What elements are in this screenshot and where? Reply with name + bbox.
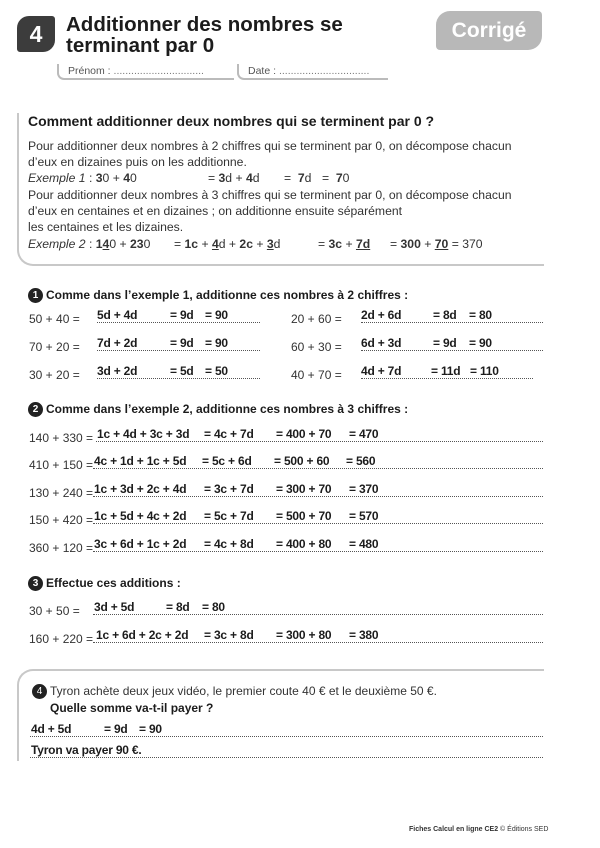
ex2-answer-4-b: = 4c + 8d — [204, 537, 254, 551]
ex2-m2: 4 — [211, 237, 219, 251]
ex3-answer-1-d: = 380 — [349, 628, 379, 642]
ex2-a2: 4 — [102, 237, 110, 251]
ex2-answer-1-a: 4c + 1d + 1c + 5d — [94, 454, 187, 468]
ex2-answer-line-2[interactable] — [93, 496, 543, 497]
ex3-answer-1-c: = 300 + 80 — [276, 628, 332, 642]
ex2-answer-1-c: = 500 + 60 — [274, 454, 330, 468]
ex2-m5: 3 — [266, 237, 274, 251]
ex1-answer-3-b: = 8d — [433, 308, 457, 322]
ex3-answer-1-b: = 3c + 8d — [204, 628, 254, 642]
ex3-answer-0-a: 3d + 5d — [94, 600, 135, 614]
ex2-answer-0-b: = 4c + 7d — [204, 427, 254, 441]
ex2-q4: 360 + 120 = — [29, 541, 94, 555]
ex1-q3: 20 + 60 = — [291, 312, 342, 326]
ex2-n1: 3c — [328, 237, 343, 251]
ex1-answer-5-b: = 11d — [431, 364, 461, 378]
exercise-3-number: 3 — [28, 576, 43, 591]
ex2-q2: 130 + 240 = — [29, 486, 94, 500]
name-dots: ............................... — [113, 65, 204, 77]
ex2-m4: 2c — [239, 237, 253, 251]
ex2-answer-line-0[interactable] — [96, 441, 543, 442]
ex1-b-bold: 4 — [123, 171, 130, 185]
lesson-paragraph-2 — [28, 187, 512, 235]
ex2-answer-2-d: = 370 — [349, 482, 379, 496]
ex2-answer-2-a: 1c + 3d + 2c + 4d — [94, 482, 187, 496]
ex2-q1: 410 + 150 = — [29, 458, 94, 472]
ex2-answer-3-a: 1c + 5d + 4c + 2d — [94, 509, 187, 523]
ex3-q0: 30 + 50 = — [29, 604, 80, 618]
ex2-a3: 0 — [109, 237, 117, 251]
exercise-1-title — [28, 288, 408, 303]
exercise-1-number: 1 — [28, 288, 43, 303]
exercise-2-title — [28, 402, 408, 417]
exercise-3-text: Effectue ces additions : — [46, 576, 181, 590]
footer — [409, 826, 548, 833]
ex2-a1: 1 — [95, 237, 103, 251]
ex2-answer-1-b: = 5c + 6d — [202, 454, 252, 468]
ex3-answer-1-a: 1c + 6d + 2c + 2d — [96, 628, 189, 642]
lesson-paragraph-1 — [28, 138, 512, 170]
ex2-answer-2-c: = 300 + 70 — [276, 482, 332, 496]
ex1-a-rest: 0 — [102, 171, 110, 185]
ex1-answer-1-b: = 9d — [170, 336, 194, 350]
ex1-answer-line-5[interactable] — [361, 378, 533, 379]
lesson-title: Comment additionner deux nombres qui se terminent par 0 ? — [28, 113, 435, 129]
ex4-answer-1: Tyron va payer 90 €. — [31, 743, 142, 757]
lesson-p2-line1: Pour additionner deux nombres à 3 chiffres qui se terminent par 0, on décompose chacun — [28, 188, 512, 202]
name-field[interactable] — [57, 64, 234, 80]
ex2-answer-4-c: = 400 + 80 — [276, 537, 332, 551]
ex2-answer-3-c: = 500 + 70 — [276, 509, 332, 523]
ex2-b3: 0 — [143, 237, 151, 251]
ex1-answer-3-a: 2d + 6d — [361, 308, 402, 322]
ex1-answer-4-a: 6d + 3d — [361, 336, 402, 350]
ex2-answer-line-1[interactable] — [93, 468, 543, 469]
ex2-label: Exemple 2 — [28, 237, 86, 251]
ex4-answer-line-0[interactable] — [30, 736, 543, 737]
lesson-p1-line2: d’eux en dizaines puis on les additionne. — [28, 155, 247, 169]
ex2-m3: d — [218, 237, 226, 251]
date-label: Date : — [248, 65, 277, 77]
ex2-m6: d — [273, 237, 281, 251]
ex1-q2: 30 + 20 = — [29, 368, 80, 382]
exercise-2-text: Comme dans l’exemple 2, additionne ces nombres à 3 chiffres : — [46, 402, 409, 416]
ex2-answer-line-4[interactable] — [93, 551, 543, 552]
ex1-answer-0-a: 5d + 4d — [97, 308, 138, 322]
exercise-3-title — [28, 576, 181, 591]
lesson-example-2: Exemple 2 : 140 + 230 = 1c + 4d + 2c + 3d = 3c + 7d = 300 + 70 = 370 — [28, 237, 483, 251]
ex1-q1: 70 + 20 = — [29, 340, 80, 354]
ex1-b-rest: 0 — [130, 171, 137, 185]
ex2-answer-4-d: = 480 — [349, 537, 379, 551]
ex1-f: 7 — [335, 171, 343, 185]
ex3-answer-line-0[interactable] — [93, 614, 543, 615]
lesson-p1-line1: Pour additionner deux nombres à 2 chiffres qui se terminent par 0, on décompose chacun — [28, 139, 512, 153]
ex1-answer-line-2[interactable] — [97, 378, 260, 379]
ex1-answer-5-c: = 110 — [470, 364, 499, 378]
badge-number: 4 — [29, 20, 43, 47]
ex2-m1: 1c — [184, 237, 199, 251]
ex1-a-bold: 3 — [95, 171, 103, 185]
ex1-answer-3-c: = 80 — [469, 308, 492, 322]
ex1-c: 3 — [218, 171, 226, 185]
corrige-badge: Corrigé — [436, 11, 542, 50]
ex4-answer-line-1[interactable] — [30, 757, 543, 758]
ex4-answer-0-b: = 9d — [104, 722, 128, 736]
ex1-e: 7 — [297, 171, 305, 185]
ex1-q0: 50 + 40 = — [29, 312, 80, 326]
ex1-answer-line-3[interactable] — [361, 322, 543, 323]
ex2-answer-1-d: = 560 — [346, 454, 376, 468]
ex2-answer-0-c: = 400 + 70 — [276, 427, 332, 441]
ex4-answer-0-c: = 90 — [139, 722, 162, 736]
ex1-answer-line-4[interactable] — [361, 350, 543, 351]
ex1-answer-2-c: = 50 — [205, 364, 228, 378]
ex2-q3: 150 + 420 = — [29, 513, 94, 527]
ex2-answer-4-a: 3c + 6d + 1c + 2d — [94, 537, 187, 551]
ex2-b1: 2 — [130, 237, 137, 251]
ex4-answer-0-a: 4d + 5d — [31, 722, 72, 736]
ex3-answer-line-1[interactable] — [93, 642, 543, 643]
ex1-answer-5-a: 4d + 7d — [361, 364, 402, 378]
date-dots: ............................... — [278, 65, 370, 77]
ex1-answer-line-0[interactable] — [97, 322, 260, 323]
exercise-4-text: Tyron achète deux jeux vidéo, le premier coute 40 € et le deuxième 50 €. — [50, 684, 437, 698]
ex1-answer-2-a: 3d + 2d — [97, 364, 138, 378]
page-title: Additionner des nombres se terminant par 0 — [66, 13, 343, 57]
ex2-n2: 7d — [355, 237, 371, 251]
ex1-answer-1-c: = 90 — [205, 336, 228, 350]
ex1-answer-line-1[interactable] — [97, 350, 260, 351]
lesson-p2-line2: d’eux en centaines et en dizaines ; on additionne ensuite séparément — [28, 204, 403, 218]
footer-publisher: © Éditions SED — [500, 826, 549, 833]
ex2-answer-line-3[interactable] — [93, 523, 543, 524]
ex1-q4: 60 + 30 = — [291, 340, 342, 354]
exercise-2-number: 2 — [28, 402, 43, 417]
ex2-answer-3-d: = 570 — [349, 509, 379, 523]
lesson-example-1: Exemple 1 : 30 + 40 = 3d + 4d = 7d = 70 — [28, 171, 350, 185]
ex2-answer-3-b: = 5c + 7d — [204, 509, 254, 523]
ex2-answer-2-b: = 3c + 7d — [204, 482, 254, 496]
ex2-answer-0-d: = 470 — [349, 427, 379, 441]
ex2-b2: 3 — [136, 237, 144, 251]
date-field[interactable] — [237, 64, 388, 80]
exercise-4-question: Quelle somme va-t-il payer ? — [50, 701, 214, 715]
ex1-label: Exemple 1 — [28, 171, 86, 185]
exercise-4-number: 4 — [32, 684, 47, 699]
exercise-1-text: Comme dans l’exemple 1, additionne ces nombres à 2 chiffres : — [46, 288, 409, 302]
ex2-q0: 140 + 330 = — [29, 431, 94, 445]
ex2-r1: 300 — [400, 237, 421, 251]
ex1-answer-0-b: = 9d — [170, 308, 194, 322]
ex1-answer-2-b: = 5d — [170, 364, 194, 378]
ex2-r3: 370 — [462, 237, 483, 251]
ex1-d: 4 — [245, 171, 253, 185]
ex1-answer-1-a: 7d + 2d — [97, 336, 138, 350]
ex1-answer-4-c: = 90 — [469, 336, 492, 350]
ex2-r2: 70 — [434, 237, 449, 251]
name-label: Prénom : — [68, 65, 111, 77]
ex1-answer-4-b: = 9d — [433, 336, 457, 350]
ex3-answer-0-b: = 8d — [166, 600, 190, 614]
ex2-answer-0-a: 1c + 4d + 3c + 3d — [97, 427, 190, 441]
ex3-answer-0-c: = 80 — [202, 600, 225, 614]
lesson-p2-line3: les centaines et les dizaines. — [28, 220, 184, 234]
exercise-4-statement — [32, 684, 437, 699]
ex3-q1: 160 + 220 = — [29, 632, 94, 646]
exercise-number-badge — [17, 16, 55, 52]
ex1-answer-0-c: = 90 — [205, 308, 228, 322]
footer-book: Fiches Calcul en ligne CE2 — [409, 826, 499, 833]
ex1-q5: 40 + 70 = — [291, 368, 342, 382]
